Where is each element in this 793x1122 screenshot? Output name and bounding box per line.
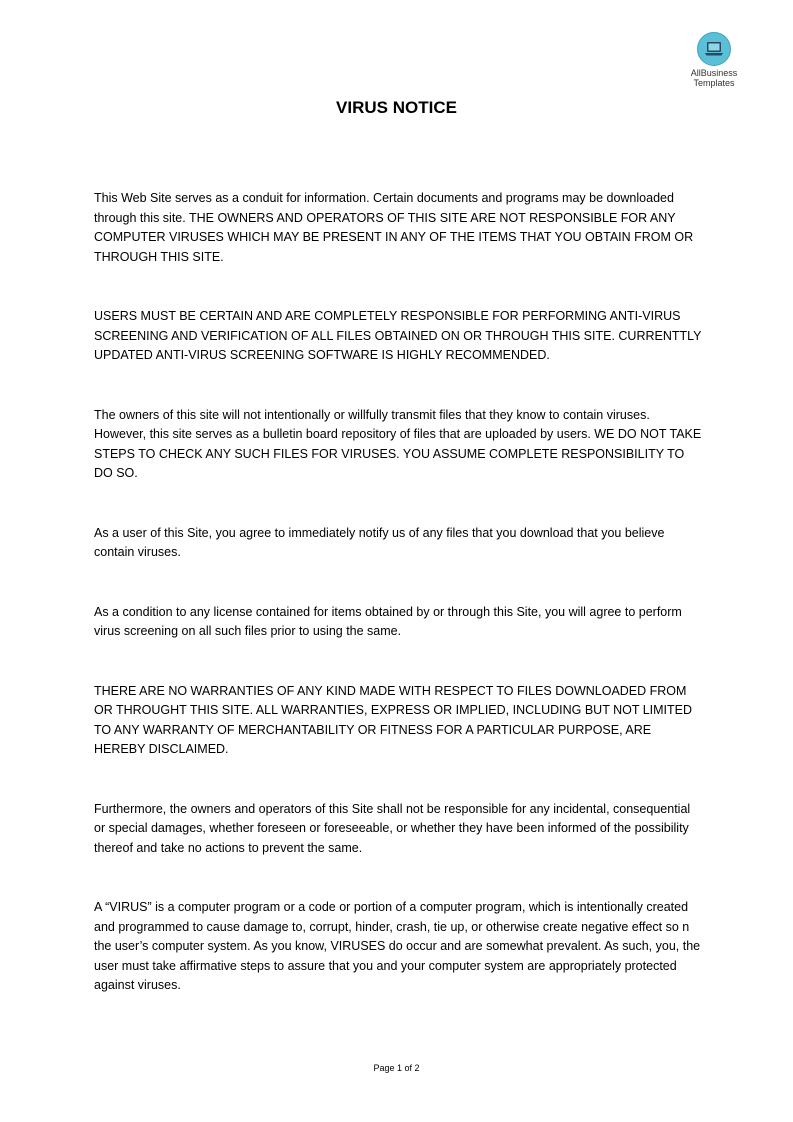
paragraph-notify: As a user of this Site, you agree to immediately notify us of any files that you download that you believe contain viruses.	[94, 525, 665, 559]
logo-text	[680, 68, 748, 88]
logo-line-2: Templates	[693, 78, 735, 88]
paragraph-conduit: This Web Site serves as a conduit for information. Certain documents and programs may be downloaded through this site. THE OWNERS AND OPERATORS OF THIS SITE ARE NOT RESPONSIBLE FOR ANY COMPUTER VIRUSES WHICH MAY BE PRESENT IN ANY OF THE ITEMS THAT YOU OBTAIN FROM OR THROUGH THIS SITE.	[94, 191, 694, 264]
paragraph-license-condition: As a condition to any license contained for items obtained by or through this Site, you will agree to perform virus screening on all such files prior to using the same.	[94, 604, 682, 638]
paragraph-virus-definition: A “VIRUS” is a computer program or a code or portion of a computer program, which is intentionally created and programmed to cause damage to, corrupt, hinder, crash, tie up, or otherwise create negative effect so n the user’s computer system. As you know, VIRUSES do occur and are somewhat prevalent. As such, you, the user must take affirmative steps to assure that you and your computer system are appropriately protected against viruses.	[94, 900, 701, 992]
paragraph-user-responsibility: USERS MUST BE CERTAIN AND ARE COMPLETELY RESPONSIBLE FOR PERFORMING ANTI-VIRUS SCREENING AND VERIFICATION OF ALL FILES OBTAINED ON OR THROUGH THIS SITE. CURRENTTLY UPDATED ANTI-VIRUS SCREENING SOFTWARE IS HIGHLY RECOMMENDED.	[94, 309, 702, 362]
allbusiness-templates-logo	[680, 32, 748, 88]
paragraph-damages: Furthermore, the owners and operators of this Site shall not be responsible for any incidental, consequential or special damages, whether foreseen or foreseeable, or whether they have been informed of the possibility thereof and take no actions to prevent the same.	[94, 801, 691, 855]
page-number: Page 1 of 2	[373, 1063, 420, 1073]
document-body	[94, 189, 704, 1036]
laptop-icon	[697, 32, 731, 66]
paragraph-no-warranties: THERE ARE NO WARRANTIES OF ANY KIND MADE WITH RESPECT TO FILES DOWNLOADED FROM OR THROUGHT THIS SITE. ALL WARRANTIES, EXPRESS OR IMPLIED, INCLUDING BUT NOT LIMITED TO ANY WARRANTY OF MERCHANTABILITY OR FITNESS FOR A PARTICULAR PURPOSE, ARE HEREBY DISCLAIMED.	[94, 683, 693, 756]
page-title: VIRUS NOTICE	[336, 98, 457, 117]
paragraph-owners-intent: The owners of this site will not intentionally or willfully transmit files that they know to contain viruses. However, this site serves as a bulletin board repository of files that are uploaded by users. WE DO NOT TAKE STEPS TO CHECK ANY SUCH FILES FOR VIRUSES. YOU ASSUME COMPLETE RESPONSIBILITY TO DO SO.	[94, 407, 702, 480]
logo-line-1: AllBusiness	[690, 68, 738, 78]
